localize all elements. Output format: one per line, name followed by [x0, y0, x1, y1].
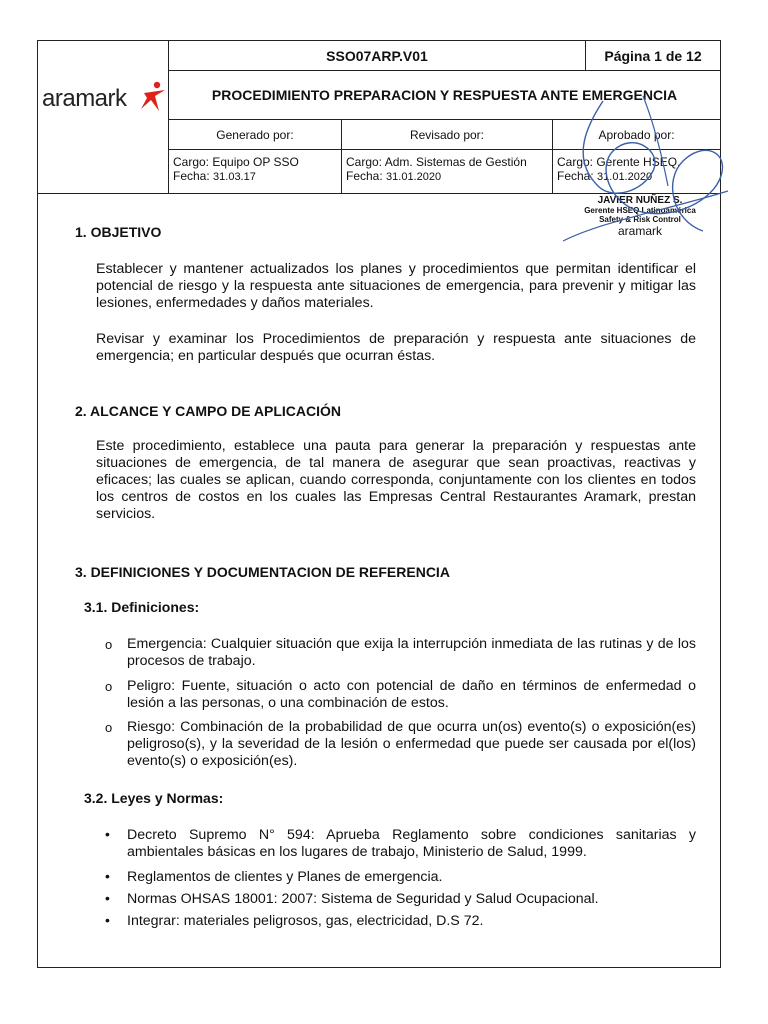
definition-text: Emergencia: Cualquier situación que exija la interrupción inmediata de las rutinas y de los procesos de trabajo.: [127, 636, 696, 669]
generated-info: [169, 150, 342, 193]
reviewed-cargo: Cargo: Adm. Sistemas de Gestión: [346, 155, 527, 169]
approved-label: Aprobado por:: [553, 120, 720, 150]
approved-fecha-label: Fecha:: [557, 169, 594, 183]
law-text: Decreto Supremo N° 594: Aprueba Reglamento sobre condiciones sanitarias y ambientales básicas en los lugares de trabajo, Ministerio de Salud, 1999.: [127, 827, 696, 860]
document-frame: [37, 40, 721, 968]
section-3-1-heading: 3.1. Definiciones:: [84, 599, 200, 615]
bullet-icon: •: [105, 868, 110, 884]
approved-fecha: 31.01.2020: [597, 171, 653, 183]
definition-text: Peligro: Fuente, situación o acto con potencial de daño en términos de enfermedad o lesión a las personas, o una combinación de estos.: [127, 678, 696, 711]
reviewed-info: [342, 150, 553, 193]
section-1-p2: Revisar y examinar los Procedimientos de preparación y respuesta ante situaciones de emergencia; en particular después que ocurran éstas.: [96, 331, 696, 364]
stamp-dept: Safety & Risk Control: [599, 215, 681, 224]
law-item: [105, 826, 696, 861]
document-header: [38, 41, 720, 194]
page-number: Página 1 de 12: [586, 41, 720, 71]
reviewed-fecha: 31.01.2020: [386, 171, 442, 183]
reviewed-label: Revisado por:: [342, 120, 553, 150]
section-2-heading: 2. ALCANCE Y CAMPO DE APLICACIÓN: [75, 403, 342, 419]
logo-text: aramark: [42, 85, 127, 112]
law-text: Normas OHSAS 18001: 2007: Sistema de Seguridad y Salud Ocupacional.: [127, 891, 599, 907]
aramark-logo: [42, 81, 166, 117]
circle-bullet-icon: o: [105, 637, 113, 652]
law-text: Integrar: materiales peligrosos, gas, electricidad, D.S 72.: [127, 913, 484, 929]
bullet-icon: •: [105, 890, 110, 906]
logo-cell: [38, 41, 169, 193]
bullet-icon: •: [105, 826, 110, 842]
definition-item: [105, 636, 696, 670]
generated-cargo: Cargo: Equipo OP SSO: [173, 155, 299, 169]
definition-item: [105, 719, 696, 770]
stamp-role: Gerente HSEQ Latinoamérica: [584, 206, 696, 215]
section-1-p1: Establecer y mantener actualizados los planes y procedimientos que permitan identificar el potencial de riesgo y la respuesta ante situaciones de emergencia, para prevenir y mitigar las lesiones, enfermedades y daños materiales.: [96, 261, 696, 311]
generated-fecha: 31.03.17: [213, 171, 256, 183]
approved-info: [553, 150, 720, 193]
stamp-brand: aramark: [617, 224, 662, 238]
generated-label: Generado por:: [169, 120, 342, 150]
circle-bullet-icon: o: [105, 720, 113, 735]
definition-item: [105, 678, 696, 712]
generated-fecha-label: Fecha:: [173, 169, 210, 183]
doc-title: PROCEDIMIENTO PREPARACION Y RESPUESTA ANTE EMERGENCIA: [169, 71, 720, 120]
logo-star-icon: [138, 81, 166, 113]
section-3-heading: 3. DEFINICIONES Y DOCUMENTACION DE REFERENCIA: [75, 564, 450, 580]
section-3-2-heading: 3.2. Leyes y Normas:: [84, 790, 224, 806]
law-item: [105, 868, 696, 886]
doc-code: SSO07ARP.V01: [169, 41, 586, 71]
approval-stamp: [560, 195, 720, 238]
bullet-icon: •: [105, 912, 110, 928]
law-item: [105, 890, 696, 908]
law-item: [105, 912, 696, 930]
approved-cargo: Cargo: Gerente HSEQ.: [557, 155, 681, 169]
reviewed-fecha-label: Fecha:: [346, 169, 383, 183]
section-2-p1: Este procedimiento, establece una pauta para generar la preparación y respuestas ante situaciones de emergencia, de tal manera de asegurar que sean proactivas, reactivas y eficaces; las cuales se aplican, cuando corresponda, conjuntamente con los clientes en todos los centros de costos en los cuales las Empresas Central Restaurantes Aramark, prestan servicios.: [96, 438, 696, 522]
law-text: Reglamentos de clientes y Planes de emergencia.: [127, 869, 443, 885]
section-1-heading: 1. OBJETIVO: [75, 224, 162, 240]
definition-text: Riesgo: Combinación de la probabilidad de que ocurra un(os) evento(s) o exposición(es) peligroso(s), y la severidad de la lesión o enfermedad que puede ser causada por el(los) evento(s) o exposición(es).: [127, 719, 696, 769]
stamp-name: JAVIER NUÑEZ S.: [597, 195, 683, 206]
circle-bullet-icon: o: [105, 679, 113, 694]
